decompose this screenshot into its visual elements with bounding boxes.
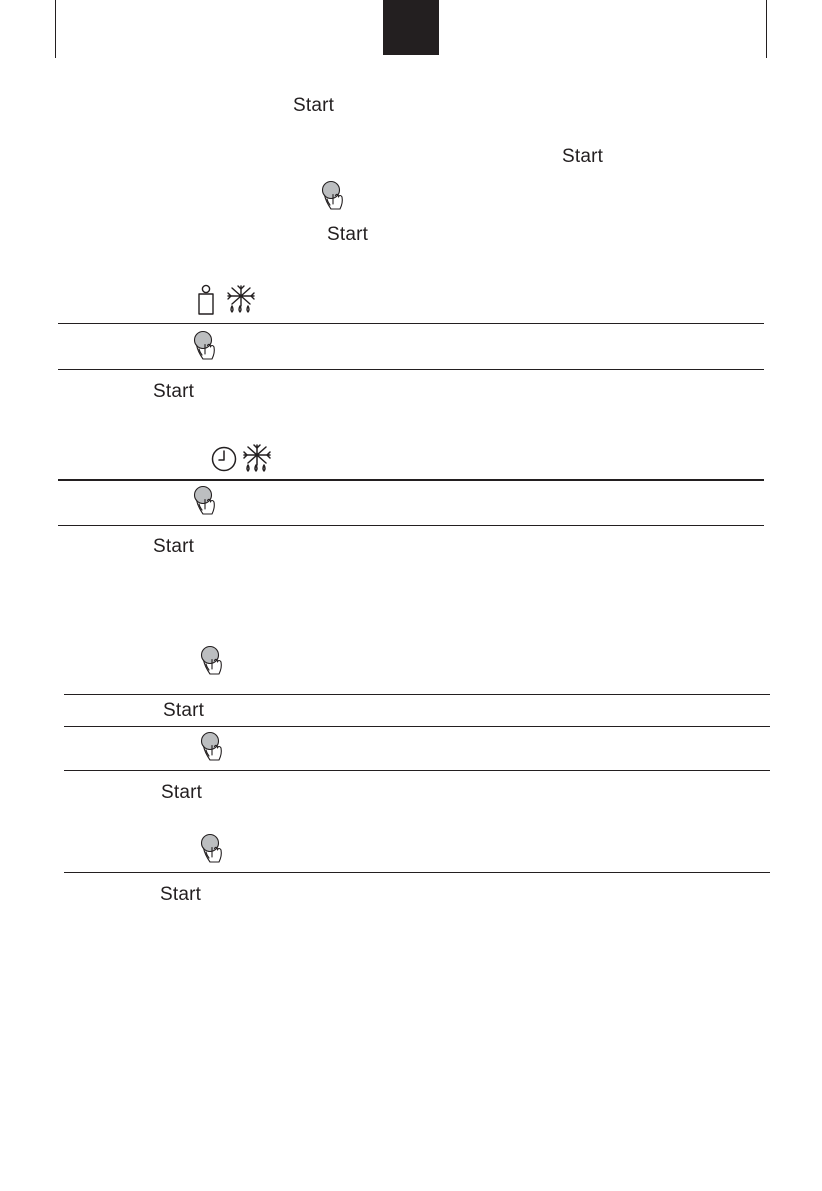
dial-hand-icon xyxy=(191,329,219,363)
start-label: Start xyxy=(562,146,604,167)
right-trim-mark xyxy=(766,0,767,58)
time-defrost-icon xyxy=(210,442,274,476)
dial-hand-icon xyxy=(198,730,226,764)
start-label: Start xyxy=(153,536,195,557)
divider xyxy=(58,323,764,324)
dial-hand-icon xyxy=(198,644,226,678)
start-label: Start xyxy=(160,884,202,905)
dial-hand-icon xyxy=(319,179,347,213)
dial-hand-icon xyxy=(198,832,226,866)
page-tab-marker xyxy=(383,0,439,55)
dial-hand-icon xyxy=(191,484,219,518)
divider xyxy=(64,872,770,873)
divider xyxy=(58,525,764,526)
start-label: Start xyxy=(161,782,203,803)
divider xyxy=(64,770,770,771)
divider xyxy=(64,726,770,727)
weight-defrost-icon xyxy=(197,284,261,318)
start-label: Start xyxy=(327,224,369,245)
start-label: Start xyxy=(153,381,195,402)
start-label: Start xyxy=(163,700,205,721)
left-trim-mark xyxy=(55,0,56,58)
start-label: Start xyxy=(293,95,335,116)
divider xyxy=(58,479,764,481)
divider xyxy=(64,694,770,695)
divider xyxy=(58,369,764,370)
